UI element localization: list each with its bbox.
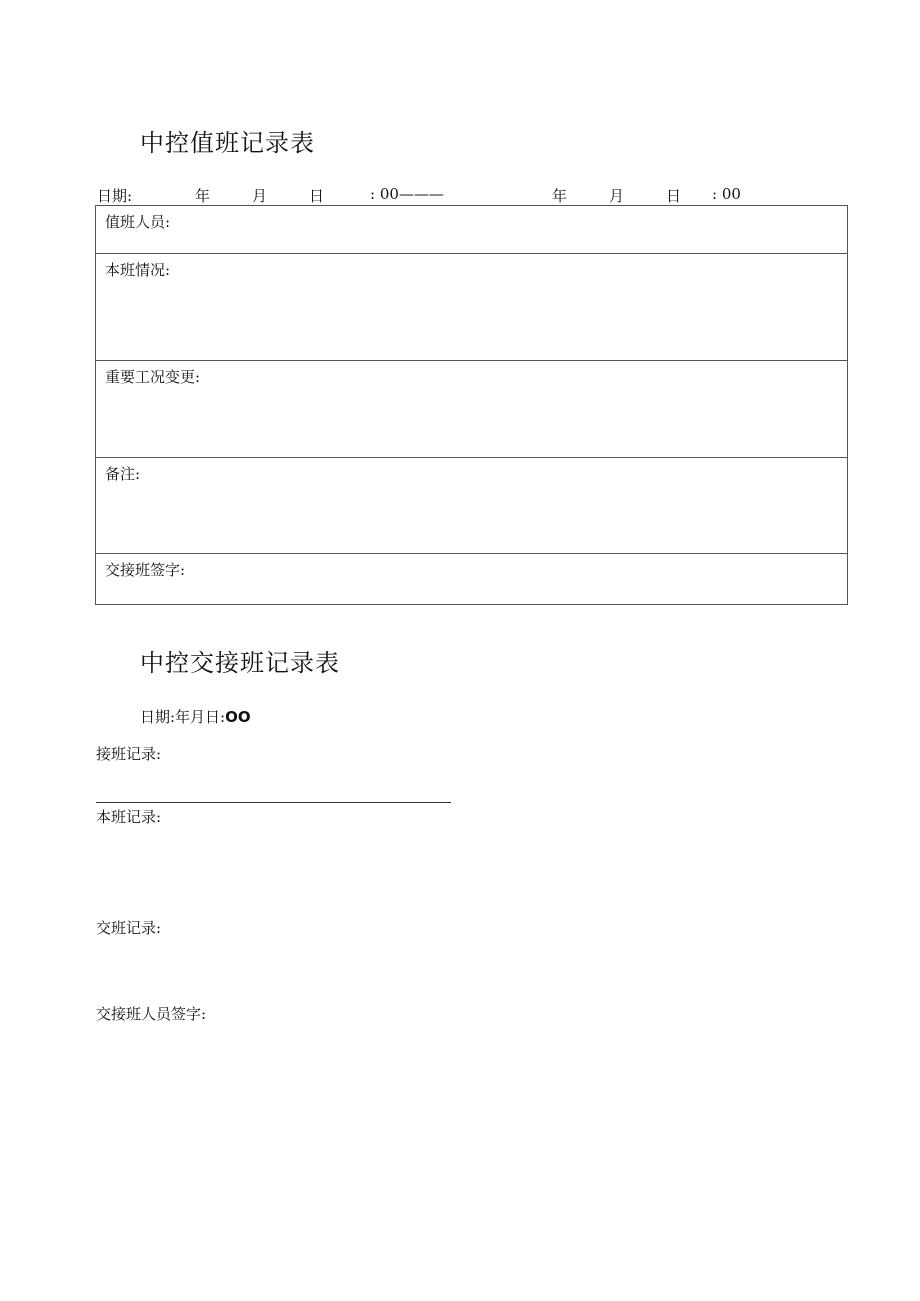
handover-in-label: 接班记录: bbox=[96, 745, 162, 763]
date-label: 日期: bbox=[97, 187, 133, 205]
row-label: 备注: bbox=[105, 465, 141, 483]
start-month-label: 月 bbox=[252, 187, 268, 205]
row-duty-staff[interactable] bbox=[96, 206, 847, 254]
start-day-label: 日 bbox=[309, 187, 325, 205]
end-time-label: : 00 bbox=[712, 185, 741, 203]
row-label: 本班情况: bbox=[105, 261, 171, 279]
end-month-label: 月 bbox=[609, 187, 625, 205]
signature-label: 交接班人员签字: bbox=[96, 1005, 207, 1023]
current-shift-label: 本班记录: bbox=[96, 808, 162, 826]
row-handover-signature[interactable] bbox=[96, 554, 847, 604]
end-year-label: 年 bbox=[552, 187, 568, 205]
form2-date-time: OO bbox=[225, 708, 251, 726]
start-year-label: 年 bbox=[195, 187, 211, 205]
row-condition-changes[interactable] bbox=[96, 361, 847, 458]
row-label: 交接班签字: bbox=[105, 561, 186, 579]
form1-title: 中控值班记录表 bbox=[140, 129, 315, 157]
end-day-label: 日 bbox=[666, 187, 682, 205]
form2-date bbox=[140, 706, 251, 727]
start-time-label: : 00——— bbox=[370, 185, 444, 203]
row-remarks[interactable] bbox=[96, 458, 847, 554]
row-label: 重要工况变更: bbox=[105, 368, 201, 386]
form2-title: 中控交接班记录表 bbox=[140, 649, 340, 677]
row-label: 值班人员: bbox=[105, 213, 171, 231]
handover-out-label: 交班记录: bbox=[96, 919, 162, 937]
duty-record-table bbox=[95, 205, 848, 605]
divider-line bbox=[96, 802, 451, 803]
form2-date-label: 日期:年月日: bbox=[140, 708, 226, 726]
row-shift-status[interactable] bbox=[96, 254, 847, 361]
